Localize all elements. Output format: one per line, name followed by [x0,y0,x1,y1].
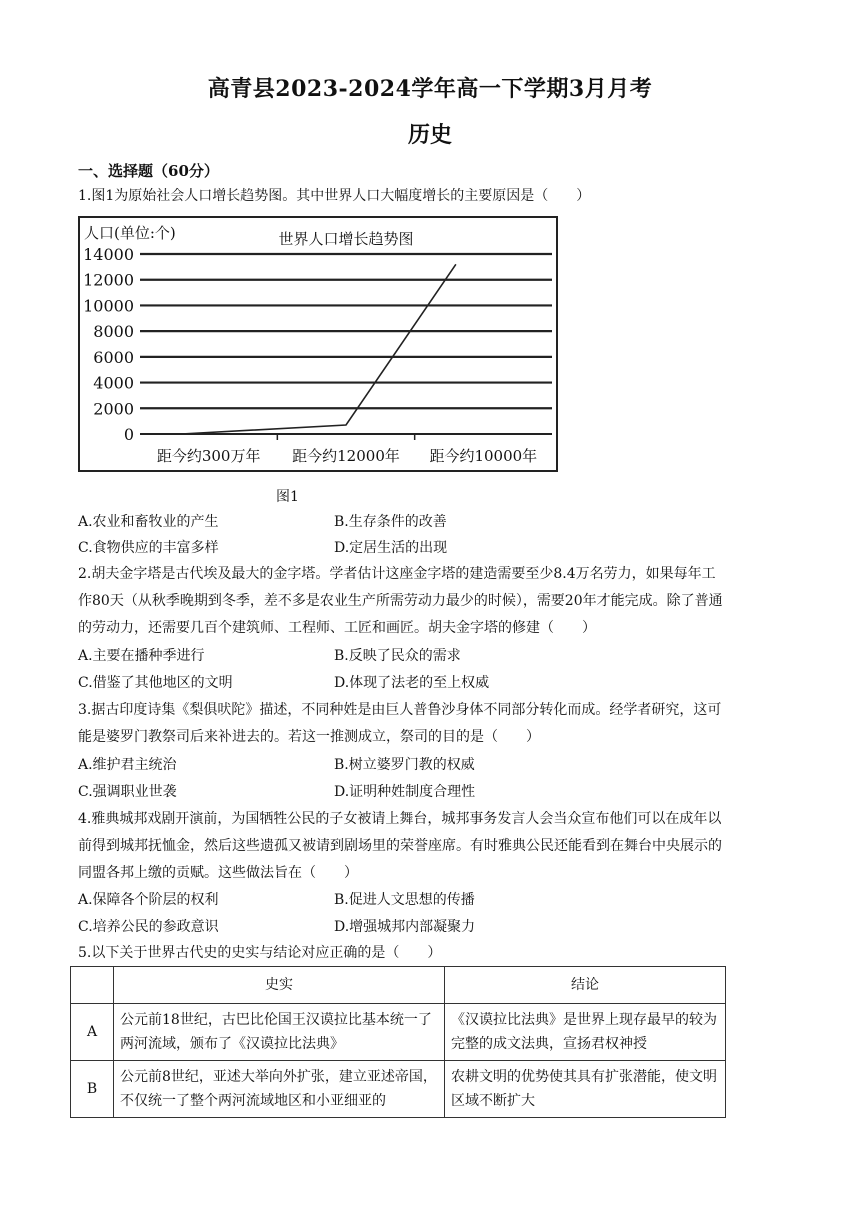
q4-option-a[interactable]: A.保障各个阶层的权利 [78,892,219,908]
table-row [71,1004,726,1061]
q5-row-b-fact: 公元前8世纪，亚述大举向外扩张，建立亚述帝国，不仅统一了整个两河流域地区和小亚细亚的 [114,1061,445,1118]
q1-option-c[interactable]: C.食物供应的丰富多样 [78,540,219,556]
q3-option-c[interactable]: C.强调职业世袭 [78,784,177,800]
q2-option-b[interactable]: B.反映了民众的需求 [334,648,461,664]
q3-stem-line-1: 3.据古印度诗集《梨俱吠陀》描述，不同种姓是由巨人普鲁沙身体不同部分转化而成。经学者研究，这可 [78,702,722,718]
q4-stem-line-1: 4.雅典城邦戏剧开演前，为国牺牲公民的子女被请上舞台，城邦事务发言人会当众宣布他们可以在成年以 [78,811,722,827]
q5-row-b-conclusion: 农耕文明的优势使其具有扩张潜能，使文明区域不断扩大 [445,1061,726,1118]
q2-stem-line-1: 2.胡夫金字塔是古代埃及最大的金字塔。学者估计这座金字塔的建造需要至少8.4万名劳力，如果每年工 [78,566,716,582]
exam-subject: 历史 [407,122,452,148]
q2-stem-line-3: 的劳动力，还需要几百个建筑师、工程师、工匠和画匠。胡夫金字塔的修建（ ） [78,620,596,636]
exam-title: 高青县2023-2024学年高一下学期3月月考 [207,76,653,102]
chart-frame [79,217,557,471]
q2-option-a[interactable]: A.主要在播种季进行 [78,648,205,664]
q3-option-b[interactable]: B.树立婆罗门教的权威 [334,757,475,773]
q4-option-b[interactable]: B.促进人文思想的传播 [334,892,475,908]
q1-option-d[interactable]: D.定居生活的出现 [334,540,448,556]
chart-ytick-label: 4000 [93,373,134,393]
chart-ytick-label: 10000 [83,296,134,316]
q3-option-d[interactable]: D.证明种姓制度合理性 [334,784,476,800]
table-row [71,1061,726,1118]
chart-xtick-label: 距今约12000年 [292,447,400,465]
q5-table-header-row [71,967,726,1004]
q5-header-empty [71,967,114,1004]
q2-option-c[interactable]: C.借鉴了其他地区的文明 [78,675,233,691]
q1-option-a[interactable]: A.农业和畜牧业的产生 [78,514,219,530]
q5-row-label-b: B [71,1061,114,1118]
q4-option-d[interactable]: D.增强城邦内部凝聚力 [334,919,476,935]
q4-option-c[interactable]: C.培养公民的参政意识 [78,919,219,935]
chart-xtick-label: 距今约300万年 [156,447,261,465]
q5-header-conclusion: 结论 [445,967,726,1004]
q3-option-a[interactable]: A.维护君主统治 [78,757,177,773]
q2-option-d[interactable]: D.体现了法老的至上权威 [334,675,490,691]
chart-ytick-label: 14000 [83,245,134,264]
chart-ytick-label: 12000 [83,270,134,290]
chart-ytick-label: 8000 [93,322,134,342]
q5-table [70,966,726,1118]
q4-stem-line-3: 同盟各邦上缴的贡赋。这些做法旨在（ ） [78,865,358,881]
chart-ylabel: 人口(单位:个) [84,224,176,242]
chart-ytick-label: 0 [123,425,134,444]
section-title: 一、选择题（60分） [78,162,219,180]
population-chart-svg [78,216,558,472]
q1-stem: 1.图1为原始社会人口增长趋势图。其中世界人口大幅度增长的主要原因是（ ） [78,188,591,204]
q5-row-label-a: A [71,1004,114,1061]
q1-option-b[interactable]: B.生存条件的改善 [334,514,447,530]
q2-stem-line-2: 作80天（从秋季晚期到冬季，差不多是农业生产所需劳动力最少的时候），需要20年才能完成。除了普通 [78,593,723,609]
chart-xtick-label: 距今约10000年 [429,447,538,465]
q5-row-a-conclusion: 《汉谟拉比法典》是世界上现存最早的较为完整的成文法典，宣扬君权神授 [445,1004,726,1061]
chart-title: 世界人口增长趋势图 [278,230,414,248]
q1-figure-caption: 图1 [276,489,299,505]
chart-ytick-label: 2000 [93,399,134,419]
q5-row-a-fact: 公元前18世纪，古巴比伦国王汉谟拉比基本统一了两河流域，颁布了《汉谟拉比法典》 [114,1004,445,1061]
chart-ytick-label: 6000 [93,347,134,367]
q5-header-fact: 史实 [114,967,445,1004]
q3-stem-line-2: 能是婆罗门教祭司后来补进去的。若这一推测成立，祭司的目的是（ ） [78,729,540,745]
population-chart [78,216,558,472]
q5-stem: 5.以下关于世界古代史的史实与结论对应正确的是（ ） [78,945,442,961]
q4-stem-line-2: 前得到城邦抚恤金，然后这些遗孤又被请到剧场里的荣誉座席。有时雅典公民还能看到在舞台中央展示的 [78,838,722,854]
